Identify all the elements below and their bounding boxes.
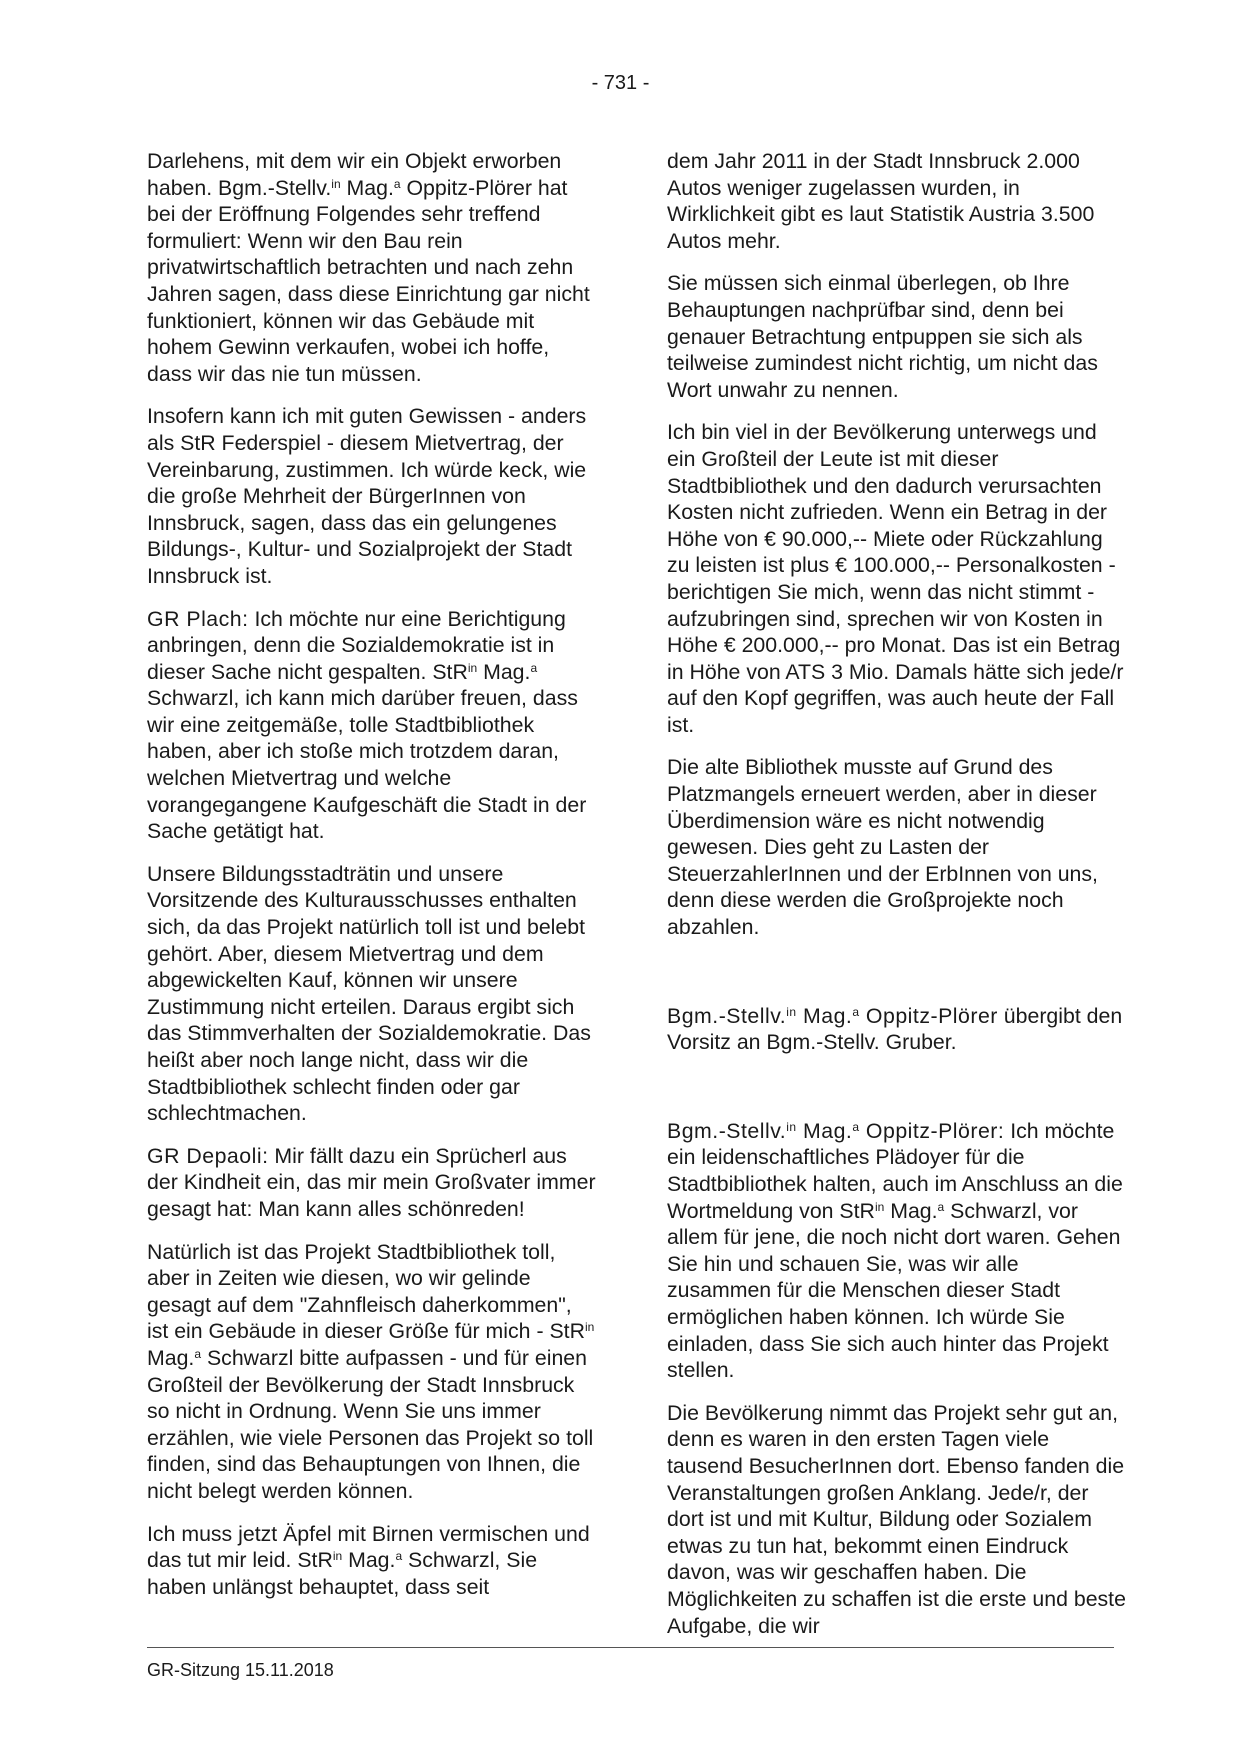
- speaker-name: GR Plach:: [147, 606, 249, 631]
- chair-handover-note: Bgm.-Stellv.$^{in}$ Mag.$^a$ Oppitz-Plörer übergibt den Vorsitz an Bgm.-Stellv. Gruber.: [667, 1003, 1123, 1055]
- paragraph: GR Depaoli: Mir fällt dazu ein Sprücherl aus der Kindheit ein, das mir mein Großvater immer gesagt hat: Man kann alles schönreden!: [147, 1143, 596, 1221]
- paragraph: Natürlich ist das Projekt Stadtbibliothek toll, aber in Zeiten wie diesen, wo wir gelinde gesagt auf dem "Zahnfleisch daherkommen", ist ein Gebäude in dieser Größe für mich - StR$^{in}$ Mag.$^a$ Schwarzl bitte aufpassen - und für einen Großteil der Bevölkerung der Stadt Innsbruck so nicht in Ordnung. Wenn Sie uns immer erzählen, wie viele Personen das Projekt so toll finden, sind das Behauptungen von Ihnen, die nicht belegt werden können.: [147, 1239, 595, 1503]
- paragraph: Bgm.-Stellv.$^{in}$ Mag.$^a$ Oppitz-Plörer: Ich möchte ein leidenschaftliches Plädoyer für die Stadtbibliothek halten, auch im Anschluss an die Wortmeldung von StR$^{in}$ Mag.$^a$ Schwarzl, vor allem für jene, die noch nicht dort waren. Gehen Sie hin und schauen Sie, was wir alle zusammen für die Menschen dieser Stadt ermöglichen haben können. Ich würde Sie einladen, dass Sie sich auch hinter das Projekt stellen.: [667, 1118, 1123, 1383]
- paragraph: Sie müssen sich einmal überlegen, ob Ihre Behauptungen nachprüfbar sind, denn bei genauer Betrachtung entpuppen sie sich als teilweise zumindest nicht richtig, um nicht das Wort unwahr zu nennen.: [667, 271, 1098, 402]
- paragraph: Die Bevölkerung nimmt das Projekt sehr gut an, denn es waren in den ersten Tagen viele tausend BesucherInnen dort. Ebenso fanden die Veranstaltungen großen Anklang. Jede/r, der dort ist und mit Kultur, Bildung oder Sozialem etwas zu tun hat, bekommt einen Eindruck davon, was wir geschaffen haben. Die Möglichkeiten zu schaffen ist die erste und beste Aufgabe, die wir: [667, 1400, 1126, 1638]
- paragraph: Ich bin viel in der Bevölkerung unterwegs und ein Großteil der Leute ist mit dieser Stadtbibliothek und den dadurch verursachten Kosten nicht zufrieden. Wenn ein Betrag in der Höhe von € 90.000,-- Miete oder Rückzahlung zu leisten ist plus € 100.000,-- Personalkosten - berichtigen Sie mich, wenn das nicht stimmt - aufzubringen sind, sprechen wir von Kosten in Höhe € 200.000,-- pro Monat. Das ist ein Betrag in Höhe von ATS 3 Mio. Damals hätte sich jede/r auf den Kopf gegriffen, was auch heute der Fall ist.: [667, 420, 1124, 737]
- paragraph: Ich muss jetzt Äpfel mit Birnen vermischen und das tut mir leid. StR$^{in}$ Mag.$^a$ Schwarzl, Sie haben unlängst behauptet, dass seit: [147, 1521, 590, 1599]
- paragraph: Die alte Bibliothek musste auf Grund des Platzmangels erneuert werden, aber in dieser Überdimension wäre es nicht notwendig gewesen. Dies geht zu Lasten der SteuerzahlerInnen und der ErbInnen von uns, denn diese werden die Großprojekte noch abzahlen.: [667, 755, 1098, 940]
- paragraph: dem Jahr 2011 in der Stadt Innsbruck 2.000 Autos weniger zugelassen wurden, in Wirklichkeit gibt es laut Statistik Austria 3.500 Autos mehr.: [667, 149, 1095, 253]
- speaker-name: GR Depaoli:: [147, 1143, 269, 1168]
- left-column: [147, 148, 597, 1616]
- footer-rule: [147, 1647, 1114, 1648]
- paragraph: Darlehens, mit dem wir ein Objekt erworben haben. Bgm.-Stellv.$^{in}$ Mag.$^a$ Oppitz-Plörer hat bei der Eröffnung Folgendes sehr treffend formuliert: Wenn wir den Bau rein privatwirtschaftlich betrachten und nach zehn Jahren sagen, dass diese Einrichtung gar nicht funktioniert, können wir das Gebäude mit hohem Gewinn verkaufen, wobei ich hoffe, dass wir das nie tun müssen.: [147, 149, 590, 386]
- speaker-name: Bgm.-Stellv.$^{in}$ Mag.$^a$ Oppitz-Plörer:: [667, 1118, 1005, 1143]
- footer-text: GR-Sitzung 15.11.2018: [147, 1660, 334, 1680]
- paragraph: Unsere Bildungsstadträtin und unsere Vorsitzende des Kulturausschusses enthalten sich, da das Projekt natürlich toll ist und belebt gehört. Aber, diesem Mietvertrag und dem abgewickelten Kauf, können wir unsere Zustimmung nicht erteilen. Daraus ergibt sich das Stimmverhalten der Sozialdemokratie. Das heißt aber noch lange nicht, dass wir die Stadtbibliothek schlecht finden oder gar schlechtmachen.: [147, 861, 591, 1126]
- right-column: [667, 148, 1127, 1655]
- paragraph: GR Plach: Ich möchte nur eine Berichtigung anbringen, denn die Sozialdemokratie ist in dieser Sache nicht gespalten. StR$^{in}$ Mag.$^a$ Schwarzl, ich kann mich darüber freuen, dass wir eine zeitgemäße, tolle Stadtbibliothek haben, aber ich stoße mich trotzdem daran, welchen Mietvertrag und welche vorangegangene Kaufgeschäft die Stadt in der Sache getätigt hat.: [147, 606, 587, 844]
- paragraph: Insofern kann ich mit guten Gewissen - anders als StR Federspiel - diesem Mietvertrag, der Vereinbarung, zustimmen. Ich würde keck, wie die große Mehrheit der BürgerInnen von Innsbruck, sagen, dass das ein gelungenes Bildungs-, Kultur- und Sozialprojekt der Stadt Innsbruck ist.: [147, 404, 587, 588]
- page-number: - 731 -: [591, 72, 650, 94]
- speaker-name: Bgm.-Stellv.$^{in}$ Mag.$^a$ Oppitz-Plörer: [667, 1003, 998, 1028]
